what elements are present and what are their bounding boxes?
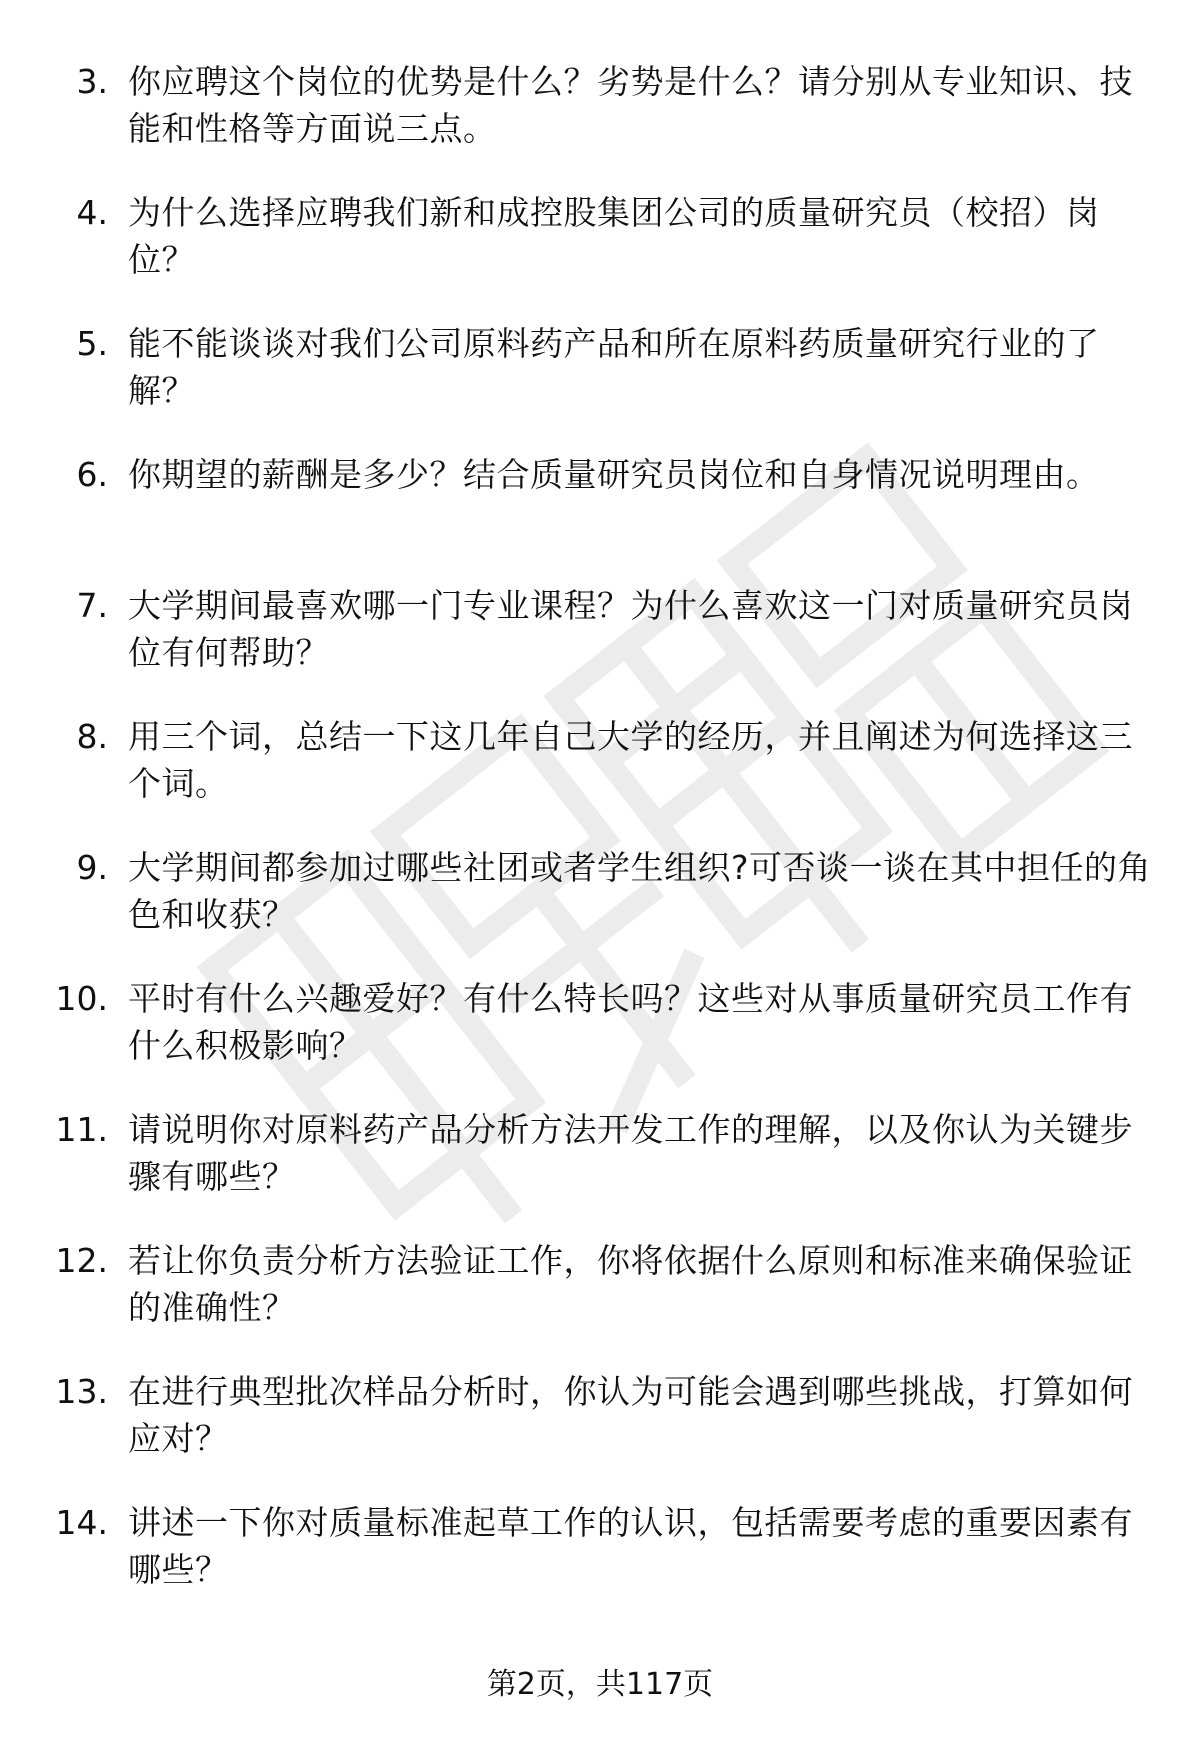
question-text: 大学期间最喜欢哪一门专业课程？为什么喜欢这一门对质量研究员岗位有何帮助？ <box>128 586 1133 672</box>
question-item <box>0 1368 1200 1499</box>
question-number: 5. <box>76 324 108 363</box>
question-item <box>0 844 1200 975</box>
question-list <box>0 58 1200 1630</box>
question-text: 为什么选择应聘我们新和成控股集团公司的质量研究员（校招）岗位？ <box>128 193 1100 279</box>
question-text: 若让你负责分析方法验证工作，你将依据什么原则和标准来确保验证的准确性？ <box>128 1241 1133 1327</box>
question-item <box>0 189 1200 320</box>
question-item <box>0 975 1200 1106</box>
question-text: 你应聘这个岗位的优势是什么？劣势是什么？请分别从专业知识、技能和性格等方面说三点。 <box>128 62 1133 148</box>
question-item <box>0 320 1200 451</box>
question-number: 9. <box>76 848 108 887</box>
question-number: 4. <box>76 193 108 232</box>
question-item <box>0 58 1200 189</box>
question-item <box>0 582 1200 713</box>
question-text: 大学期间都参加过哪些社团或者学生组织?可否谈一谈在其中担任的角色和收获？ <box>128 848 1152 934</box>
question-item <box>0 1106 1200 1237</box>
question-text: 在进行典型批次样品分析时，你认为可能会遇到哪些挑战，打算如何应对？ <box>128 1372 1133 1458</box>
question-item <box>0 1499 1200 1630</box>
question-number: 7. <box>76 586 108 625</box>
question-item <box>0 1237 1200 1368</box>
page-footer: 第2页，共117页 <box>486 1667 714 1702</box>
question-item <box>0 713 1200 844</box>
question-number: 11. <box>55 1110 108 1149</box>
question-number: 13. <box>55 1372 108 1411</box>
question-text: 你期望的薪酬是多少？结合质量研究员岗位和自身情况说明理由。 <box>128 455 1100 494</box>
question-text: 用三个词，总结一下这几年自己大学的经历，并且阐述为何选择这三个词。 <box>128 717 1133 803</box>
question-item <box>0 451 1200 582</box>
question-text: 讲述一下你对质量标准起草工作的认识，包括需要考虑的重要因素有哪些？ <box>128 1503 1133 1589</box>
question-number: 14. <box>55 1503 108 1542</box>
question-number: 12. <box>55 1241 108 1280</box>
question-text: 能不能谈谈对我们公司原料药产品和所在原料药质量研究行业的了解？ <box>128 324 1100 410</box>
question-number: 6. <box>76 455 108 494</box>
question-text: 平时有什么兴趣爱好？有什么特长吗？这些对从事质量研究员工作有什么积极影响？ <box>128 979 1133 1065</box>
question-number: 3. <box>76 62 108 101</box>
question-text: 请说明你对原料药产品分析方法开发工作的理解，以及你认为关键步骤有哪些？ <box>128 1110 1133 1196</box>
question-number: 8. <box>76 717 108 756</box>
question-number: 10. <box>55 979 108 1018</box>
